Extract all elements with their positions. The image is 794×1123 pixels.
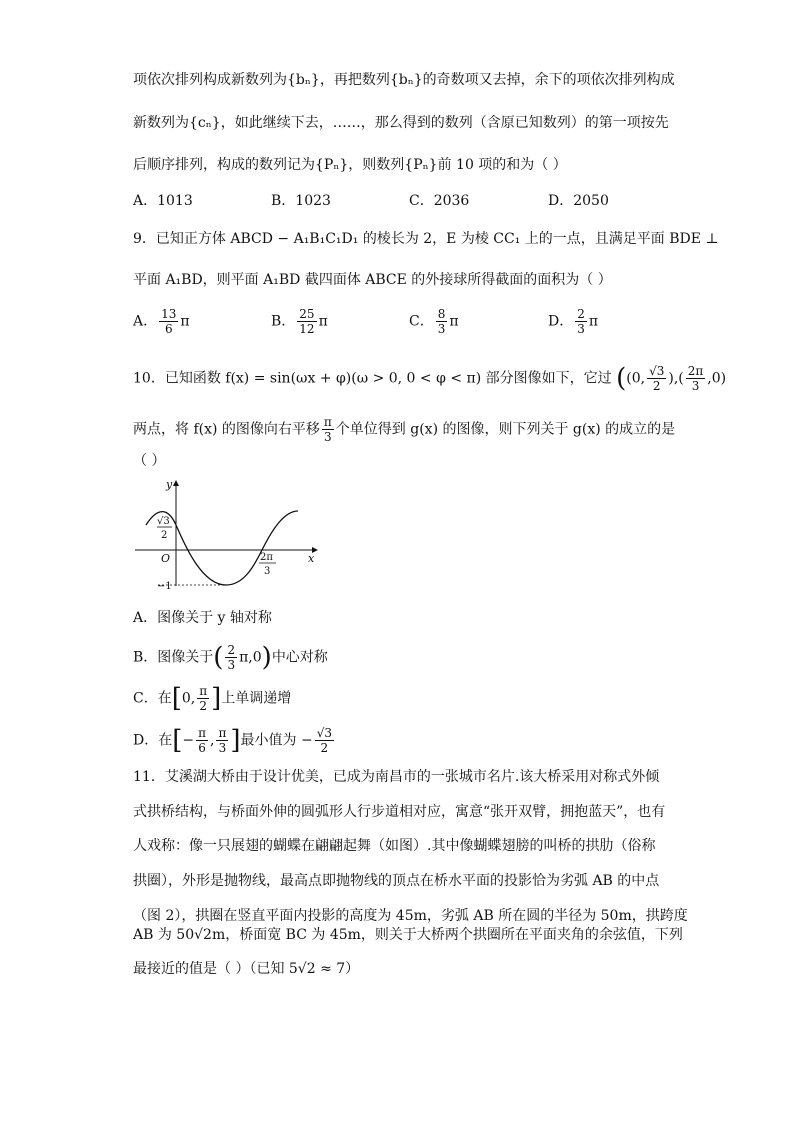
- q10-point-1-fraction: [647, 364, 666, 393]
- q10-option-b-close: ): [261, 642, 272, 673]
- q10-option-c-post: 上单调递增: [221, 690, 292, 707]
- q11-line-4: 拱圈），外形是抛物线，最高点即抛物线的顶点在桥水平面的投影恰为劣弧 AB 的中点: [133, 873, 660, 889]
- x-axis-label: x: [308, 552, 315, 565]
- q10-option-d-comma: ,: [210, 732, 215, 749]
- q10-option-b-den: 3: [227, 658, 236, 672]
- q10-option-d-b-fraction: [216, 726, 228, 755]
- q9-option-b-den: 12: [299, 322, 315, 336]
- q10-option-d-open: [: [172, 725, 183, 756]
- q9-option-a-den: 6: [164, 322, 173, 336]
- q10-option-d-val-fraction: [315, 726, 334, 755]
- q9-option-a-letter: A．: [133, 313, 158, 330]
- q9-option-d-letter: D．: [548, 313, 574, 330]
- q10-option-b: [133, 643, 328, 672]
- q10-option-c-den: 2: [199, 699, 207, 713]
- q9-option-d-fraction: [575, 307, 587, 336]
- q10-option-b-open: (: [213, 642, 224, 673]
- q8-option-b: B．1023: [271, 193, 331, 209]
- q10-option-d-b-den: 3: [218, 741, 227, 755]
- q10-point-1-num: √3: [649, 364, 665, 378]
- q11-line-1: 11．艾溪湖大桥由于设计优美，已成为南昌市的一张城市名片.该大桥采用对称式外倾: [133, 769, 660, 785]
- q10-option-c-pre: C．在: [133, 690, 172, 707]
- q10-shift-fraction: [322, 415, 334, 444]
- q10-line-1: [133, 364, 726, 393]
- q10-option-c-close: ]: [211, 683, 222, 714]
- q10-point-2-right: ,0): [707, 370, 727, 387]
- q9-option-c-letter: C．: [409, 313, 434, 330]
- q10-line-1-text: 10．已知函数 f(x) = sin(ωx + φ)(ω > 0, 0 < φ < π) 部分图像如下，它过: [133, 370, 612, 387]
- q9-option-a: [133, 307, 190, 336]
- y-axis-label: y: [166, 478, 173, 491]
- q11-line-6: AB 为 50√2m，桥面宽 BC 为 45m，则关于大桥两个拱圈所在平面夹角的余弦值，下列: [133, 927, 683, 943]
- q10-option-b-post: 中心对称: [271, 649, 328, 666]
- y-axis-arrow: [173, 480, 179, 486]
- q10-option-b-fraction: [225, 643, 237, 672]
- q10-option-d-a-den: 6: [198, 741, 206, 755]
- q10-option-d-close: ]: [230, 725, 241, 756]
- q9-option-b-num: 25: [299, 307, 315, 321]
- y-tick-num: √3: [157, 516, 170, 527]
- origin-label: O: [161, 552, 171, 565]
- q10-option-a: A．图像关于 y 轴对称: [133, 610, 272, 626]
- q9-option-c-den: 3: [437, 322, 446, 336]
- q8-option-a: A．1013: [133, 193, 193, 209]
- q9-option-b-fraction: [297, 307, 316, 336]
- q11-line-5: （图 2），拱圈在竖直平面内投影的高度为 45m，劣弧 AB 所在圆的半径为 50m，拱跨度: [133, 908, 688, 924]
- q10-option-d-val-num: √3: [316, 726, 332, 740]
- q10-option-c: [133, 684, 291, 713]
- q10-option-c-open: [: [171, 683, 182, 714]
- q10-option-d-a-num: π: [198, 726, 207, 740]
- q11-line-7: 最接近的值是（ ）（已知 5√2 ≈ 7）: [133, 961, 360, 977]
- q10-option-b-num: 2: [227, 643, 236, 657]
- q10-option-d-val-den: 2: [320, 741, 329, 755]
- q10-line-3: （ ）: [133, 453, 166, 469]
- q10-option-d-b-num: π: [218, 726, 227, 740]
- q10-line-2: [133, 415, 675, 444]
- q9-option-d: [548, 307, 598, 336]
- q10-option-d-a-fraction: [196, 726, 208, 755]
- q8-line-1: 项依次排列构成新数列为{bₙ}，再把数列{bₙ}的奇数项又去掉，余下的项依次排列构成: [133, 72, 675, 88]
- q10-option-c-fraction: [197, 684, 209, 713]
- q10-point-1-left: (0,: [626, 370, 646, 387]
- q10-point-2-fraction: [686, 364, 706, 393]
- q11-line-2: 式拱桥结构，与桥面外伸的圆弧形人行步道相对应，寓意“张开双臂，拥抱蓝天”，也有: [133, 804, 666, 820]
- q10-option-d-pre: D．在: [133, 732, 173, 749]
- q11-line-3: 人戏称：像一只展翅的蝴蝶在翩翩起舞（如图）.其中像蝴蝶翅膀的叫桥的拱肋（俗称: [133, 838, 656, 854]
- q8-option-d: D．2050: [548, 193, 609, 209]
- q9-option-c-suffix: π: [449, 313, 459, 330]
- q10-option-b-mid: π,0: [239, 649, 262, 666]
- q9-option-c-num: 8: [437, 307, 446, 321]
- x-tick-num: 2π: [260, 552, 273, 563]
- q10-option-d-mid: 最小值为 −: [240, 732, 313, 749]
- q9-option-b-suffix: π: [318, 313, 328, 330]
- q9-option-d-num: 2: [577, 307, 585, 321]
- q9-option-a-num: 13: [161, 307, 177, 321]
- x-tick-den: 3: [264, 566, 271, 577]
- q10-option-d: [133, 726, 336, 755]
- q10-point-2-den: 3: [691, 379, 700, 393]
- q10-shift-den: 3: [324, 430, 332, 444]
- q9-option-d-suffix: π: [588, 313, 599, 330]
- y-tick-den: 2: [161, 530, 168, 541]
- q10-shift-num: π: [323, 415, 332, 429]
- y-min-label: −1: [157, 581, 172, 590]
- q10-point-1-right: ),(: [668, 370, 684, 387]
- q9-line-1: 9．已知正方体 ABCD − A₁B₁C₁D₁ 的棱长为 2，E 为棱 CC₁ 上的一点，且满足平面 BDE ⊥: [133, 231, 719, 247]
- q9-option-a-fraction: [159, 307, 178, 336]
- q9-option-b-letter: B．: [271, 313, 296, 330]
- q10-point-2-num: 2π: [687, 364, 704, 378]
- q10-option-c-num: π: [199, 684, 208, 698]
- q9-option-d-den: 3: [577, 322, 585, 336]
- q9-option-c-fraction: [436, 307, 448, 336]
- q9-line-2: 平面 A₁BD，则平面 A₁BD 截四面体 ABCE 的外接球所得截面的面积为（ ）: [133, 272, 612, 288]
- q8-line-2: 新数列为{cₙ}，如此继续下去，……，那么得到的数列（含原已知数列）的第一项按先: [133, 115, 669, 131]
- q9-option-c: [409, 307, 459, 336]
- q8-option-c: C．2036: [409, 193, 470, 209]
- q10-option-b-pre: B．图像关于: [133, 649, 214, 666]
- q10-line-2-pre: 两点，将 f(x) 的图像向右平移: [133, 421, 320, 438]
- q9-option-a-suffix: π: [180, 313, 190, 330]
- q10-point-1-open: (: [616, 363, 627, 394]
- q8-line-3: 后顺序排列，构成的数列记为{Pₙ}，则数列{Pₙ}前 10 项的和为（ ）: [133, 157, 567, 173]
- q9-option-b: [271, 307, 328, 336]
- q10-option-d-minus: −: [182, 732, 195, 749]
- q10-point-1-den: 2: [652, 379, 661, 393]
- q10-option-c-left: 0,: [181, 690, 196, 707]
- sine-graph: [130, 478, 330, 590]
- q10-line-2-post: 个单位得到 g(x) 的图像，则下列关于 g(x) 的成立的是: [335, 421, 676, 438]
